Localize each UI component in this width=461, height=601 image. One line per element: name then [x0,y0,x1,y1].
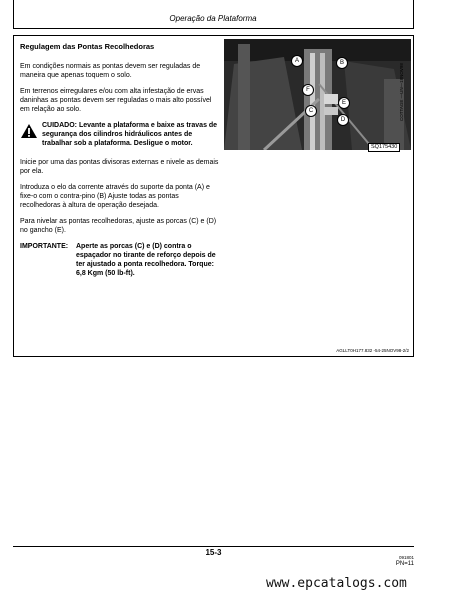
footer-code: 091801 [398,555,414,560]
warning-triangle-icon [20,123,38,139]
paragraph-3: Inicie por uma das pontas divisoras externas e nivele as demais por ela. [20,159,219,175]
important-label: IMPORTANTE: [20,243,69,250]
paragraph-1: Em condições normais as pontas devem ser reguladas de maneira que apenas toquem o solo. [20,63,201,79]
callout-a: A [291,55,303,67]
photo-code: SQ175430 [368,143,400,152]
callout-f: F [302,84,314,96]
callout-b: B [336,57,348,69]
photo-side-label: COTTAGE —UN—18NOV98 [399,63,404,121]
paragraph-5: Para nivelar as pontas recolhedoras, ajuste as porcas (C) e (D) no gancho (E). [20,218,217,234]
header-divider [13,28,414,29]
callout-d: D [337,114,349,126]
content-reference-code: AGLLT0H177.832 -54-25NOV98-2/2 [336,348,409,353]
important-text: Aperte as porcas (C) e (D) contra o espaçador no tirante de reforço depois de ter ajustado a ponta recolhedora. Torque: 6,8 Kgm (50 lb-ft). [76,243,216,277]
caution-block [20,121,220,148]
paragraph-2: Em terrenos eirregulares e/ou com alta infestação de ervas daninhas as pontas devem ser reguladas o mais alto possível em relação ao solo. [20,88,212,113]
caution-text: Levante a plataforma e baixe as travas de segurança dos cilindros hidráulicos antes de trabalhar sob a plataforma. Desligue o motor. [42,122,218,147]
footer-divider [13,546,414,547]
content-box [13,35,414,357]
page-number: 15-3 [205,548,222,557]
caution-label: CUIDADO: [42,122,77,129]
paragraph-4: Introduza o elo da corrente através do suporte da ponta (A) e fixe-o com o contra-pino (B) Ajuste todas as pontas recolhedoras à altura de operação desejada. [20,184,210,209]
callout-c: C [305,105,317,117]
adjustment-photo [224,39,411,150]
header-right-rule [413,0,414,28]
photo-illustration [224,39,411,150]
important-note [20,242,220,278]
watermark-url[interactable]: www.epcatalogs.com [266,576,407,591]
page-header-title: Operação da Plataforma [169,14,257,23]
section-title: Regulagem das Pontas Recolhedoras [20,42,155,51]
text-column [20,42,220,278]
callout-e: E [338,97,350,109]
footer-pn: PN=11 [395,561,414,567]
